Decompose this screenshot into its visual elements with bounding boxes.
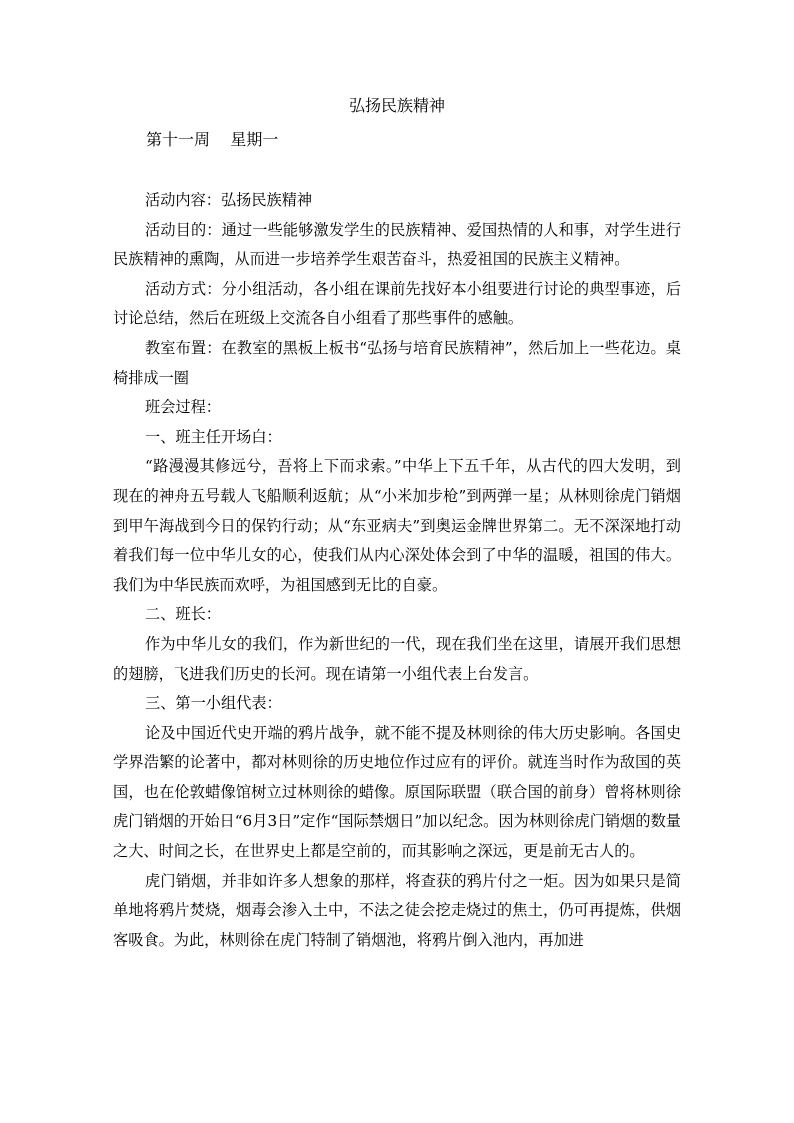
paragraph-meeting-process: 班会过程：: [145, 398, 221, 417]
paragraph-section-1-heading: 一、班主任开场白：: [145, 427, 282, 446]
paragraph-section-3-body-2: 虎门销烟，并非如许多人想象的那样，将查获的鸦片付之一炬。因为如果只是简单地将鸦片焚烧，烟毒会渗入土中，不法之徒会挖走烧过的焦土，仍可再提炼，供烟客吸食。为此，林则徐在虎门特制了销烟池，将鸦片倒入池内，再加进: [113, 871, 681, 949]
paragraph-section-2-heading: 二、班长：: [145, 605, 221, 624]
document-title: 弘扬民族精神: [348, 96, 445, 115]
paragraph-activity-content: 活动内容：弘扬民族精神: [145, 191, 313, 209]
paragraph-section-3-body-1: 论及中国近代史开端的鸦片战争，就不能不提及林则徐的伟大历史影响。各国史学界浩繁的论著中，都对林则徐的历史地位作过应有的评价。就连当时作为敌国的英国，也在伦敦蜡像馆树立过林则徐的蜡像。原国际联盟（联合国的前身）曾将林则徐虎门销烟的开始日“6月3日”定作“国际禁烟日”加以纪念。因为林则徐虎门销烟的数量之大、时间之长，在世界史上都是空前的，而其影响之深远，更是前无古人的。: [113, 723, 681, 861]
paragraph-classroom-layout: 教室布置：在教室的黑板上板书“弘扬与培育民族精神”，然后加上一些花边。桌椅排成一圈: [113, 338, 681, 387]
paragraph-activity-purpose: 活动目的：通过一些能够激发学生的民族精神、爱国热情的人和事，对学生进行民族精神的熏陶，从而进一步培养学生艰苦奋斗，热爱祖国的民族主义精神。: [113, 220, 681, 269]
paragraph-activity-method: 活动方式：分小组活动，各小组在课前先找好本小组要进行讨论的典型事迹，后讨论总结，然后在班级上交流各自小组看了那些事件的感触。: [113, 279, 681, 328]
document-subhead: 第十一周 星期一: [146, 130, 279, 149]
paragraph-section-2-body: 作为中华儿女的我们，作为新世纪的一代，现在我们坐在这里，请展开我们思想的翅膀，飞进我们历史的长河。现在请第一小组代表上台发言。: [113, 634, 681, 683]
paragraph-section-1-body: “路漫漫其修远兮，吾将上下而求索。”中华上下五千年，从古代的四大发明，到现在的神舟五号载人飞船顺利返航；从“小米加步枪”到两弹一星；从林则徐虎门销烟到甲午海战到今日的保钓行动；从“东亚病夫”到奥运金牌世界第二。无不深深地打动着我们每一位中华儿女的心，使我们从内心深处体会到了中华的温暖，祖国的伟大。我们为中华民族而欢呼，为祖国感到无比的自豪。: [113, 457, 681, 594]
document-body: [113, 186, 681, 955]
paragraph-section-3-heading: 三、第一小组代表：: [145, 694, 282, 713]
